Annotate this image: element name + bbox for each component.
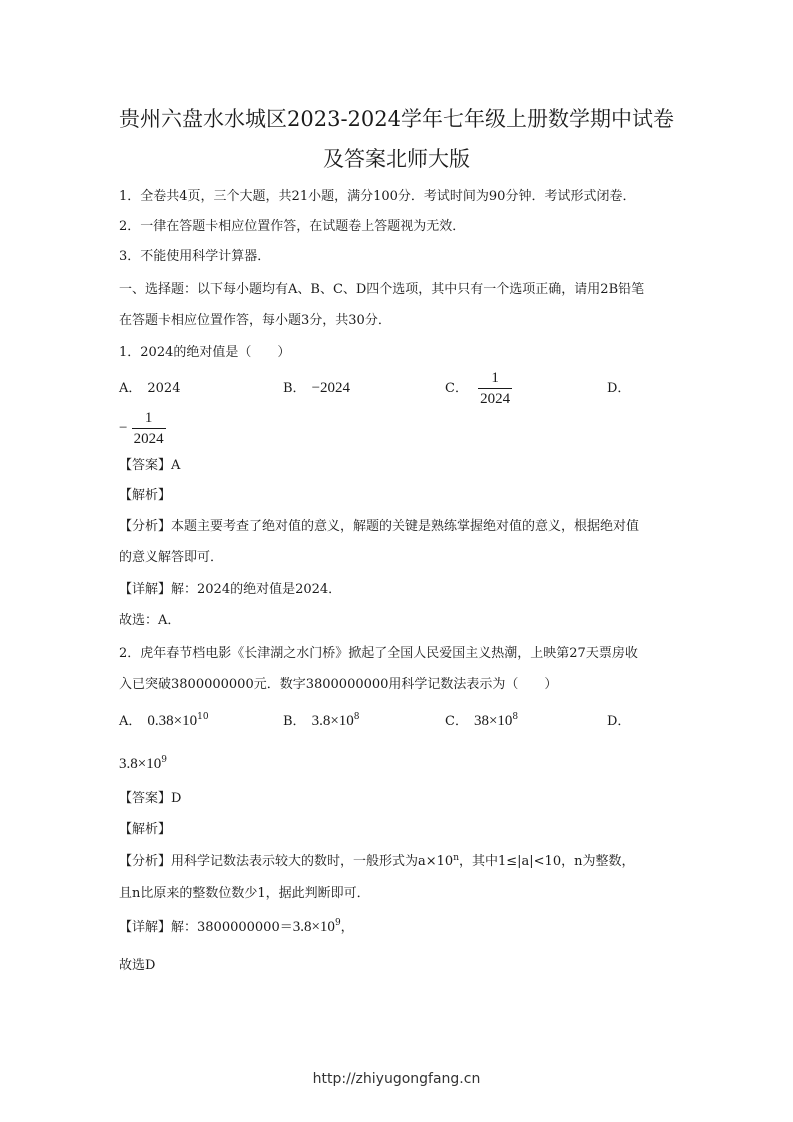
option-label: C．	[445, 714, 468, 729]
q2-option-c	[445, 712, 518, 731]
option-value: −2024	[311, 380, 351, 396]
section-heading-line2: 在答题卡相应位置作答，每小题3分，共30分．	[119, 313, 391, 328]
option-exponent: 9	[161, 755, 167, 765]
q2-option-d-value	[119, 755, 167, 774]
q1-option-a	[119, 380, 180, 398]
q1-analysis-line2: 的意义解答即可．	[119, 550, 224, 565]
q1-option-d-label: D．	[607, 381, 631, 396]
q1-option-c	[445, 368, 512, 409]
footer-url: http://zhiyugongfang.cn	[312, 1071, 481, 1087]
q1-answer: 【答案】A	[119, 458, 181, 473]
q2-option-b	[283, 712, 360, 731]
option-label: B．	[283, 381, 306, 396]
q2-choice: 故选D	[119, 958, 156, 973]
q1-analysis-line1: 【分析】本题主要考查了绝对值的意义，解题的关键是熟练掌握绝对值的意义，根据绝对值	[119, 519, 640, 534]
minus-sign: −	[119, 420, 128, 436]
option-label: A．	[119, 381, 142, 396]
q1-option-b	[283, 379, 350, 398]
instruction-2: 2．一律在答题卡相应位置作答，在试题卷上答题视为无效．	[119, 219, 466, 234]
analysis-text: ，其中1≤|a|<10，n为整数，	[458, 854, 635, 869]
fraction-numerator: 1	[144, 410, 153, 426]
q2-analysis-line2: 且n比原来的整数位数少1，据此判断即可．	[119, 886, 370, 901]
q2-option-a	[119, 712, 209, 731]
section-heading-line1: 一、选择题：以下每小题均有A、B、C、D四个选项，其中只有一个选项正确，请用2B铅笔	[119, 282, 645, 297]
instruction-1: 1．全卷共4页，三个大题，共21小题，满分100分．考试时间为90分钟．考试形式闭卷．	[119, 189, 636, 204]
option-base: 38×10	[473, 713, 513, 729]
q2-analysis-line1	[119, 853, 634, 871]
instruction-3: 3．不能使用科学计算器．	[119, 249, 271, 264]
q2-stem-line1: 2．虎年春节档电影《长津湖之水门桥》掀起了全国人民爱国主义热潮，上映第27天票房收	[119, 646, 638, 661]
option-base: 3.8×10	[311, 713, 354, 729]
document-title-line1: 贵州六盘水水城区2023-2024学年七年级上册数学期中试卷	[119, 107, 674, 131]
detail-exponent: 9	[334, 918, 341, 928]
option-label: A．	[119, 714, 142, 729]
option-base: 0.38×10	[147, 713, 198, 729]
q1-detail: 【详解】解：2024的绝对值是2024．	[119, 582, 342, 597]
q2-option-d-label: D．	[607, 714, 631, 729]
q1-choice: 故选：A．	[119, 613, 181, 628]
fraction-denominator: 2024	[478, 388, 512, 409]
option-label: B．	[283, 714, 306, 729]
fraction-denominator: 2024	[132, 428, 166, 449]
q2-detail	[119, 918, 354, 937]
fraction	[478, 368, 512, 409]
detail-base: 3.8×10	[292, 919, 335, 935]
option-exponent: 8	[353, 712, 360, 722]
option-base: 3.8×10	[119, 756, 162, 772]
q1-stem: 1．2024的绝对值是（ ）	[119, 345, 291, 360]
detail-text: ，	[340, 920, 354, 935]
option-exponent: 10	[197, 712, 209, 722]
option-label: C．	[445, 381, 468, 396]
q2-stem-line2: 入已突破3800000000元．数字3800000000用科学记数法表示为（ ）	[119, 677, 558, 692]
option-value: 2024	[147, 381, 181, 396]
q1-analysis-head: 【解析】	[119, 488, 172, 503]
analysis-exponent: n	[453, 853, 459, 863]
fraction-numerator: 1	[491, 370, 499, 386]
analysis-text: 【分析】用科学记数法表示较大的数时，一般形式为a×10	[119, 854, 454, 869]
q2-answer: 【答案】D	[119, 791, 182, 806]
fraction	[132, 408, 166, 449]
detail-text: 【详解】解：3800000000＝	[119, 920, 293, 935]
q2-analysis-head: 【解析】	[119, 822, 172, 837]
q1-option-d-value	[119, 408, 166, 449]
document-title-line2: 及答案北师大版	[323, 147, 470, 171]
option-exponent: 8	[512, 712, 519, 722]
